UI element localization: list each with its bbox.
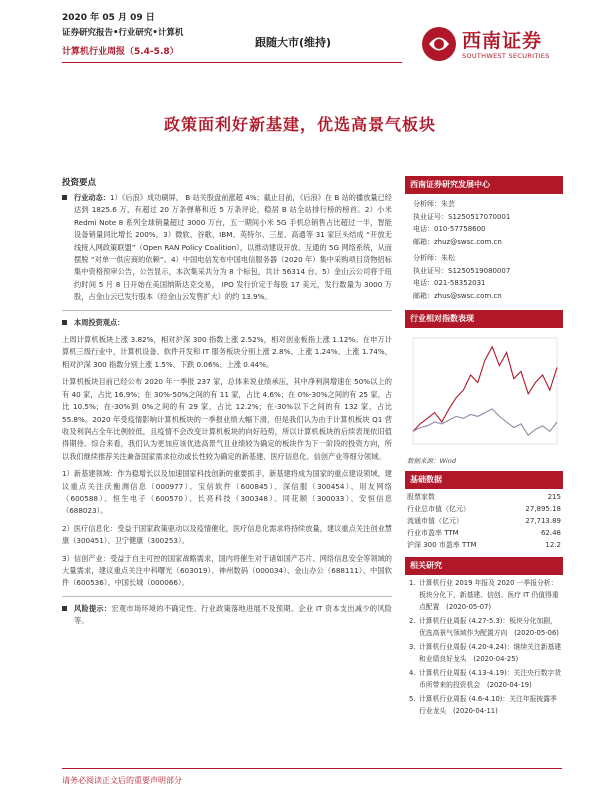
- related-link[interactable]: 计算机行业周报 (4.6-4.10)：关注年报披露季行业龙头 (2020-04-11): [419, 695, 557, 715]
- row-label: 股票家数: [407, 493, 435, 501]
- row-label: 行业市盈率 TTM: [407, 529, 459, 537]
- chart-source: 数据来源：Wind: [407, 457, 456, 465]
- row-value: 27,713.89: [525, 517, 561, 525]
- footer-divider: [62, 768, 562, 769]
- chart-svg: [405, 328, 563, 454]
- analyst-line: 执业证号：S1250519080007: [413, 266, 511, 275]
- paragraph-3: 1）新基建领域：作为稳增长以及加速国家科技创新的重要抓手，新基建将成为国家的重点建设领域，建议重点关注沃衡测信息（000977）、宝信软件（600845）、深信服（300454）、用友网络（600588）、恒生电子（600570）、长亮科技（300348）、同花顺（300033）、安恒信息（688023）。: [62, 469, 392, 516]
- row-value: 12.2: [545, 541, 561, 549]
- list-item[interactable]: 4. 计算机行业周报 (4.13-4.19)：关注央行数字货币所带来的投资机会 (2020-04-19): [409, 669, 562, 689]
- rating: 跟随大市(维持): [255, 36, 332, 49]
- paragraph-2: 计算机板块目前已经公布 2020 年一季报 237 家，总体来说业绩承压，其中净利润增速在 50%以上的有 40 家，占比 16.9%；在 30%-50%之间的有 11 家，占比 4.6%；在 0%-30%之间的有 25 家，占比 10.5%；在-30%到 0%之间的有 29 家，占比 12.2%；在-30%以下之间的有 132 家，占比 55.8%。2020 年受疫情影响计算机板块的一季报业绩大幅下滑，但是我们认为由于计算机板块 Q1 营收及利润占全年比例较低，且疫情不会改变计算机板块的向好趋势，所以计算机板块的后续表现依旧值得期待。综合来看，我们认为更加应该优选高景气且业绩较为确定的板块作为下一阶段的投资方向，所以我们继续推荐关注兼备国家需求拉动或长性较为确定的新基建、医疗信息化、信创产业等细分领域。: [62, 377, 392, 461]
- relative-index-chart: [405, 328, 563, 454]
- analyst-line: 邮箱：zhus@swsc.com.cn: [413, 291, 502, 300]
- related-link[interactable]: 计算机行业周报 (4.20-4.24)：继续关注新基建和业绩良好龙头 (2020-04-25): [419, 643, 562, 663]
- footer-disclaimer: 请务必阅读正文后的重要声明部分: [62, 776, 182, 785]
- series-line-1: [413, 347, 557, 432]
- list-item[interactable]: 1. 计算机行业 2019 年报及 2020 一季报分析：板块分化下，新基建、信创、医疗 IT 仍值得重点配置 (2020-05-07): [409, 577, 563, 613]
- chart-title: 行业相对指数表现: [405, 310, 563, 328]
- analyst-1: [405, 194, 563, 250]
- bullet-text: 1）《后浪》成功刷屏， B 站关股盘前涨超 4%；截止目前，《后浪》在 B 站的播放量已经达到 1825.6 万，有超过 20 万条弹幕和近 5 万条评论，稳居 B 站全站排行榜的榜首。2）小米 Redmi Note 8 系列全球销量超过 3000 万台，五一期间小米 5G 手机总销售占比超过一半，智能设备销量同比增长 200%。3）微软、谷歌、IBM、英特尔、三星、高通等 31 家巨头结成 “开放无线接入网政策联盟”（Open RAN Policy Coalition），以推动建设开放、互通的 5G 网络系统，从而摆脱 “对单一供应商的依赖”。4）中国电信发布中国电信服务器（2020 年）集中采购项目货物招标集中资格预审公告，公告显示，本次集采共分为 8 个标包，共计 56314 台。5）金山云公司将于纽约时间 5 月 8 日开始在美国纳斯达克交易， IPO 发行价定于每股 17 美元，发行数量为 3000 万股，占金山云已发行股本（经金山云发售扩大）的约 13.9%。: [74, 193, 392, 302]
- related-title: 相关研究: [405, 557, 563, 575]
- row-value: 215: [547, 493, 561, 501]
- industry-news: [62, 192, 392, 304]
- bullet-label: 本周投资观点：: [74, 317, 125, 327]
- section-title: 投资要点: [62, 178, 97, 188]
- related-link[interactable]: 计算机行业周报 (4.27-5.3)：板块分化加剧，优选高景气领域作为配置方向 (2020-05-06): [419, 617, 559, 637]
- risk-warning: [62, 603, 392, 628]
- related-list: [405, 575, 563, 717]
- weekly-title: 计算机行业周报（5.4-5.8）: [62, 47, 179, 57]
- paragraph-5: 3）信创产业：受益于自主可控的国家战略需求，国内将催生对于诸如国产芯片、网络信息安全等领域的大量需求，建议重点关注中科曙光（603019）、神州数码（000034）、金山办公（688111）、中国软件（600536）、中国长城（000066）。: [62, 553, 392, 588]
- report-date: 2020 年 05 月 09 日: [62, 13, 155, 23]
- bullet-icon: [62, 606, 67, 611]
- risk-label: 风险提示：: [74, 603, 112, 613]
- row-value: 62.48: [540, 529, 561, 537]
- bullet-icon: [62, 320, 67, 325]
- analysts-title: 西南证券研究发展中心: [405, 176, 563, 194]
- divider: [62, 596, 392, 597]
- list-item[interactable]: 5. 计算机行业周报 (4.6-4.10)：关注年报披露季行业龙头 (2020-04-11): [409, 693, 563, 717]
- row-value: 27,895.18: [525, 505, 561, 513]
- logo-text-cn: 西南证券: [462, 30, 543, 52]
- list-item[interactable]: 3. 计算机行业周报 (4.20-4.24)：继续关注新基建和业绩良好龙头 (2020-04-25): [409, 643, 562, 663]
- row-label: 流通市值（亿元）: [407, 517, 463, 525]
- bullet-icon: [62, 195, 67, 200]
- row-label: 行业总市值（亿元）: [407, 505, 470, 513]
- logo-mark-icon: [420, 25, 458, 63]
- list-item[interactable]: 2. 计算机行业周报 (4.27-5.3)：板块分化加剧，优选高景气领域作为配置方向 (2020-05-06): [409, 615, 563, 639]
- chart-frame: [413, 338, 557, 444]
- main-content: [62, 176, 392, 633]
- analyst-line: 执业证号：S1250517070001: [413, 212, 511, 221]
- risk-text: 宏观市场环境的不确定性、行业政策落地进展不及预期、企业 IT 资本支出减少的风险等。: [74, 603, 392, 626]
- analyst-line: 分析师：朱松: [413, 254, 455, 262]
- table-row: [405, 515, 563, 527]
- analyst-2: [405, 250, 563, 304]
- analyst-line: 电话：010-57758600: [413, 225, 486, 233]
- analyst-line: 邮箱：zhuz@swsc.com.cn: [413, 237, 502, 246]
- report-type: 证券研究报告•行业研究•计算机: [62, 28, 184, 38]
- paragraph-4: 2）医疗信息化：受益于国家政策驱动以及疫情催化，医疗信息化需求将持续放量，建议重点关注创业慧康（300451）、卫宁健康（300253）。: [62, 523, 392, 546]
- table-row: [405, 491, 563, 503]
- related-link[interactable]: 计算机行业 2019 年报及 2020 一季报分析：板块分化下，新基建、信创、医疗 IT 仍值得重点配置 (2020-05-07): [419, 579, 559, 611]
- bullet-label: 行业动态：: [74, 193, 110, 202]
- analyst-line: 电话：021-58352031: [413, 279, 486, 287]
- company-logo: [420, 22, 560, 66]
- table-row: [405, 539, 563, 551]
- basic-data-title: 基础数据: [405, 471, 563, 489]
- views-heading: [62, 317, 392, 329]
- divider: [62, 310, 392, 311]
- header-divider: [62, 62, 402, 63]
- sidebar: [405, 176, 563, 719]
- basic-data-table: [405, 491, 563, 551]
- table-row: [405, 503, 563, 515]
- paragraph-1: 上周计算机板块上涨 3.82%，相对沪深 300 指数上涨 2.52%，相对创业板指上涨 1.12%。在申万计算机三级行业中，计算机设备、软件开发和 IT 服务板块分别上涨 2.8%、上涨 1.24%、上涨 1.74%，相对沪深 300 指数分别上涨 1.5%、下跌 0.06%、上涨 0.44%。: [62, 335, 392, 369]
- page-title: 政策面利好新基建，优选高景气板块: [163, 115, 436, 134]
- analyst-line: 分析师：朱芸: [413, 200, 455, 208]
- row-label: 沪深 300 市盈率 TTM: [407, 541, 477, 549]
- table-row: [405, 527, 563, 539]
- logo-text-en: SOUTHWEST SECURITIES: [462, 52, 550, 60]
- related-link[interactable]: 计算机行业周报 (4.13-4.19)：关注央行数字货币所带来的投资机会 (2020-04-19): [419, 669, 562, 689]
